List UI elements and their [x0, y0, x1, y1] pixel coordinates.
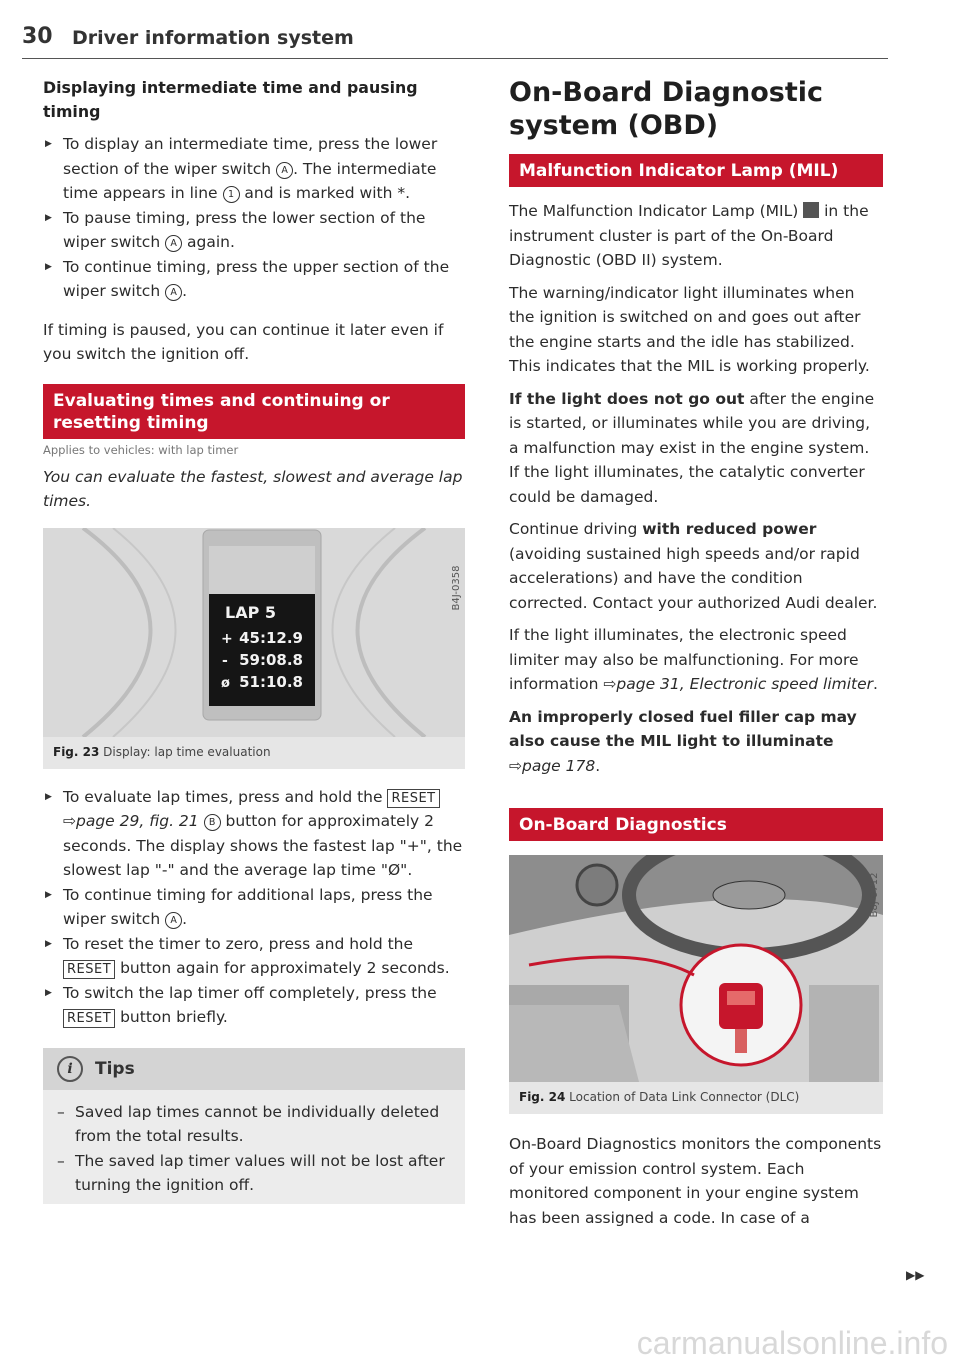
mil-paragraph: The Malfunction Indicator Lamp (MIL) in the instrument cluster is part of the On-Board Diagnostic (OBD II) system.	[509, 202, 869, 269]
info-icon: i	[57, 1056, 83, 1082]
mil-paragraph: If the light illuminates, the electronic speed limiter may also be malfunctioning. For more information ⇨page 31, Electronic speed limiter.	[509, 626, 878, 693]
figure-code: B8J-0712	[869, 872, 880, 918]
fastest-symbol: +	[221, 630, 233, 647]
reset-key: RESET	[387, 789, 439, 808]
callout-marker: A	[165, 235, 182, 252]
right-column	[509, 76, 883, 1230]
average-symbol: ø	[221, 675, 230, 691]
list-item: ▶ To display an intermediate time, press the lower section of the wiper switch A . The intermediate time appears in line 1 and is marked with *.	[43, 132, 465, 206]
eval-intro: You can evaluate the fastest, slowest and average lap times.	[43, 467, 463, 510]
list-item: ▶ To continue timing for additional laps, press the wiper switch A .	[43, 883, 465, 932]
diag-heading: On-Board Diagnostics	[509, 808, 883, 841]
obd-title: On-Board Diagnostic system (OBD)	[509, 77, 823, 141]
eval-heading: Evaluating times and continuing or resetting timing	[43, 384, 465, 439]
callout-marker: A	[276, 162, 293, 179]
list-item: ▶ To pause timing, press the lower section of the wiper switch A again.	[43, 206, 465, 255]
page-reference: page 31, Electronic speed limiter	[616, 675, 874, 693]
watermark-text: carmanualsonline.info	[636, 1325, 948, 1361]
applies-note: Applies to vehicles: with lap timer	[43, 442, 239, 457]
tips-box	[43, 1048, 465, 1204]
list-item: ▶ To continue timing, press the upper section of the wiper switch A .	[43, 255, 465, 304]
page-reference: page 29, fig. 21	[76, 812, 199, 830]
eval-bullet-list	[43, 785, 465, 1030]
mil-paragraph: Continue driving with reduced power (avoiding sustained high speeds and/or rapid accelerations) and have the condition corrected. Contact your authorized Audi dealer.	[509, 520, 878, 612]
page-reference: page 178	[522, 756, 596, 775]
fastest-time: 45:12.9	[239, 628, 303, 647]
lap-display-illustration	[43, 528, 465, 737]
mil-paragraph: The warning/indicator light illuminates when the ignition is switched on and goes out after the engine starts and the idle has stabilized. This indicates that the MIL is working properly.	[509, 283, 870, 375]
section-title: Driver information system	[72, 27, 354, 49]
reset-key: RESET	[63, 960, 115, 979]
tips-header	[43, 1048, 465, 1090]
callout-marker: B	[204, 814, 221, 831]
list-item: ▶ To switch the lap timer off completely, press the RESET button briefly.	[43, 981, 465, 1030]
callout-marker: A	[165, 284, 182, 301]
fuelcap-note: An improperly closed fuel filler cap may also cause the MIL light to illuminate ⇨page 178.	[509, 707, 857, 775]
reset-key: RESET	[63, 1009, 115, 1028]
engine-warning-icon	[803, 202, 819, 218]
dlc-location-illustration	[509, 855, 883, 1082]
page-number: 30	[22, 24, 53, 49]
list-item: ▶ To reset the timer to zero, press and hold the RESET button again for approximately 2 seconds.	[43, 932, 465, 981]
paused-note: If timing is paused, you can continue it later even if you switch the ignition off.	[43, 320, 444, 363]
slowest-time: 59:08.8	[239, 650, 303, 669]
pause-heading: Displaying intermediate time and pausing timing	[43, 78, 418, 121]
diag-paragraph: On-Board Diagnostics monitors the components of your emission control system. Each monitored component in your engine system has been assigned a code. In case of a	[509, 1135, 882, 1227]
tips-item: – Saved lap times cannot be individually deleted from the total results.	[57, 1100, 451, 1149]
lap-label: LAP 5	[225, 602, 277, 622]
callout-marker: 1	[223, 186, 240, 203]
left-column	[43, 76, 465, 1204]
mil-heading: Malfunction Indicator Lamp (MIL)	[509, 154, 883, 187]
callout-marker: A	[165, 912, 182, 929]
tips-item: – The saved lap timer values will not be lost after turning the ignition off.	[57, 1149, 451, 1198]
tips-body	[43, 1090, 465, 1204]
watermark	[0, 1318, 960, 1361]
figure-caption: Fig. 23 Display: lap time evaluation	[53, 744, 271, 759]
pause-bullet-list	[43, 132, 465, 304]
continue-arrow-icon: ▶▶	[906, 1268, 925, 1282]
slowest-symbol: -	[222, 652, 228, 669]
tips-title: Tips	[95, 1058, 135, 1079]
page-header	[22, 22, 888, 59]
average-time: 51:10.8	[239, 672, 303, 691]
figure-code: B4J-0358	[451, 565, 462, 610]
figure-caption: Fig. 24 Location of Data Link Connector (DLC)	[519, 1090, 800, 1104]
figure-23	[43, 528, 465, 769]
figure-24	[509, 855, 883, 1114]
list-item: ▶ To evaluate lap times, press and hold the RESET ⇨page 29, fig. 21 B button for approximately 2 seconds. The display shows the fastest lap "+", the slowest lap "-" and the average lap time "Ø".	[43, 785, 465, 883]
mil-paragraph: If the light does not go out after the engine is started, or illuminates while you are driving, a malfunction may exist in the engine system. If the light illuminates, the catalytic converter could be damaged.	[509, 389, 875, 506]
